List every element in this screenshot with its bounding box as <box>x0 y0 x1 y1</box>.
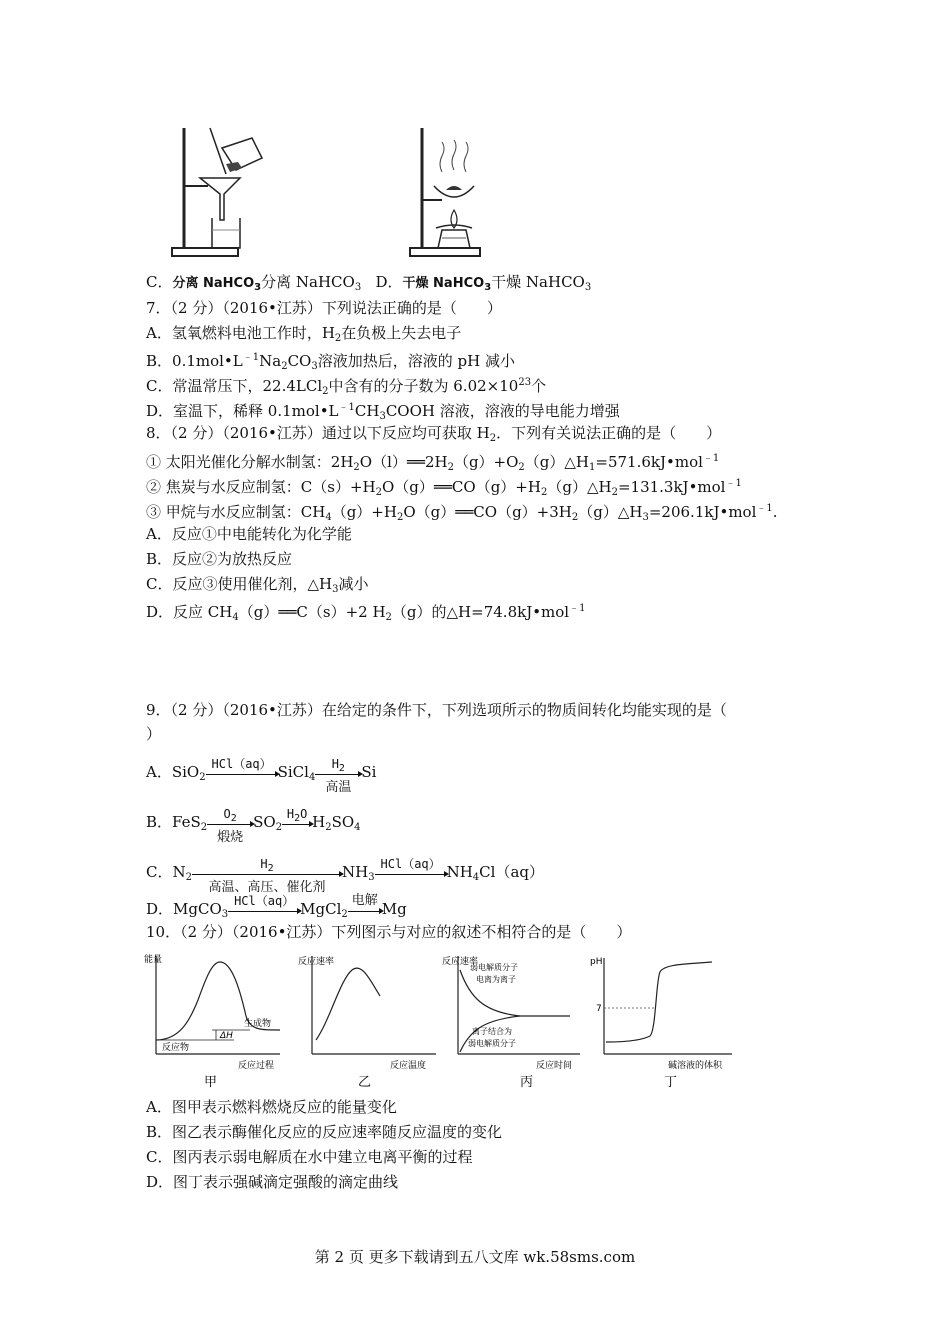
q9-option-a: A．SiO$_2$ HCl（aq） SiCl$_4$ $H_2$ 高温 Si <box>146 757 377 795</box>
yi-y-label-1: 反应速率 <box>298 957 335 967</box>
q8-reaction-3: ③ 甲烷与水反应制氢：$CH_4(g)+H_2O(g)══CO(g)+3H_2(g)\triangle H_3=206.1kJ•mol^{﹣1}$. <box>146 503 778 523</box>
q8-reaction-1: ① 太阳光催化分解水制氢：$2H_2O(l)══2H_2(g)+O_2(g)\triangle H_1=571.6kJ•mol^{﹣1}$ <box>146 453 720 473</box>
page-footer: 第 2 页 更多下载请到五八文库 wk.58sms.com <box>314 1248 636 1266</box>
bing-lower-label-2: 弱电解质分子 <box>468 1039 516 1048</box>
graph-yi <box>296 950 446 1090</box>
bing-upper-label-1: 弱电解质分子 <box>470 963 518 972</box>
q9-option-b: B．FeS$_2$ $O_2$ 煅烧 $SO_2$ $H_2O$ $H_2SO_4$ <box>146 807 361 845</box>
ding-name: 丁 <box>664 1075 678 1090</box>
option-d-image-label: 干燥 NaHCO$_3$ <box>402 276 492 293</box>
bing-name: 丙 <box>520 1075 534 1090</box>
q7-option-b: B．$0.1mol•L^{﹣1}Na_2CO_3$溶液加热后，溶液的 pH 减小 <box>146 352 515 372</box>
yi-name: 乙 <box>358 1075 372 1090</box>
option-d-text: 干燥 NaHCO$_3$ <box>491 273 592 293</box>
ding-seven-label: 7 <box>596 1004 602 1014</box>
yi-x-label: 反应温度 <box>390 1061 427 1071</box>
q7-stem: 7．（2 分）（2016•江苏）下列说法正确的是（ ） <box>146 299 502 317</box>
q10-option-d: D．图丁表示强碱滴定强酸的滴定曲线 <box>146 1173 399 1191</box>
jia-product-label: 生成物 <box>244 1019 272 1029</box>
q8-option-c: C．反应③使用催化剂，$\triangle H_3$减小 <box>146 575 369 595</box>
q7-option-a: A．氢氧燃料电池工作时，$H_2$在负极上失去电子 <box>146 324 462 344</box>
option-d-prefix: D． <box>375 273 403 291</box>
q9-stem-cont: ） <box>146 725 162 743</box>
bing-upper-label-2: 电离为离子 <box>476 975 516 984</box>
ding-y-label: pH <box>590 957 603 967</box>
option-c-text: 分离 NaHCO$_3$ <box>261 273 362 293</box>
graph-bing <box>440 950 590 1090</box>
option-c-prefix: C． <box>146 273 173 291</box>
jia-x-label: 反应过程 <box>238 1061 275 1071</box>
graph-jia <box>140 950 300 1090</box>
ding-x-label: 碱溶液的体积 <box>668 1061 723 1071</box>
bing-lower-label-1: 离子结合为 <box>472 1027 512 1036</box>
q8-stem: 8．（2 分）（2016•江苏）通过以下反应均可获取 $H_2$．下列有关说法正确的是（ ） <box>146 424 722 444</box>
filtration-apparatus <box>166 124 276 264</box>
bing-y-label: 反应速率 <box>442 957 479 967</box>
q7-option-c: C．常温常压下，22.4LCl$_2$中含有的分子数为 $6.02\times 10^{23}$个 <box>146 377 547 397</box>
q9-option-d: D．MgCO$_3$ HCl（aq） MgCl$_2$ 电解 Mg <box>146 893 407 920</box>
jia-reactant-label: 反应物 <box>162 1043 190 1053</box>
choice-c-d-row <box>146 272 591 298</box>
q10-option-a: A．图甲表示燃料燃烧反应的能量变化 <box>146 1098 397 1116</box>
q9-option-c: C．$N_2$ $H_2$ 高温、高压、催化剂 $NH_3$ HCl（aq） $NH_4Cl(aq)$ <box>146 857 544 895</box>
jia-name: 甲 <box>204 1075 218 1090</box>
q8-option-d: D．反应 $CH_4(g)══C(s)+2$ $H_2(g)$的△H=74.8kJ•mol$^{﹣1}$ <box>146 603 586 623</box>
graph-ding <box>586 950 746 1090</box>
q10-option-c: C．图丙表示弱电解质在水中建立电离平衡的过程 <box>146 1148 473 1166</box>
bing-x-label: 反应时间 <box>536 1061 573 1071</box>
q10-stem: 10．（2 分）（2016•江苏）下列图示与对应的叙述不相符合的是（ ） <box>146 923 632 941</box>
q8-reaction-2: ② 焦炭与水反应制氢：$C(s)+H_2O(g)══CO(g)+H_2(g)\triangle H_2=131.3kJ•mol^{﹣1}$ <box>146 478 742 498</box>
drying-apparatus <box>406 124 516 264</box>
q8-option-a: A．反应①中电能转化为化学能 <box>146 525 352 543</box>
q10-option-b: B．图乙表示酶催化反应的反应速率随反应温度的变化 <box>146 1123 503 1141</box>
option-c-image-label: 分离 NaHCO$_3$ <box>172 276 262 293</box>
jia-dh-label: ΔH <box>220 1031 233 1041</box>
q9-stem: 9．（2 分）（2016•江苏）在给定的条件下，下列选项所示的物质间转化均能实现的是（ <box>146 701 727 719</box>
q7-option-d: D．室温下，稀释 $0.1mol•L^{﹣1}CH_3COOH$ 溶液，溶液的导电能力增强 <box>146 402 620 422</box>
q8-option-b: B．反应②为放热反应 <box>146 550 293 568</box>
jia-y-label: 能量 <box>144 955 163 965</box>
